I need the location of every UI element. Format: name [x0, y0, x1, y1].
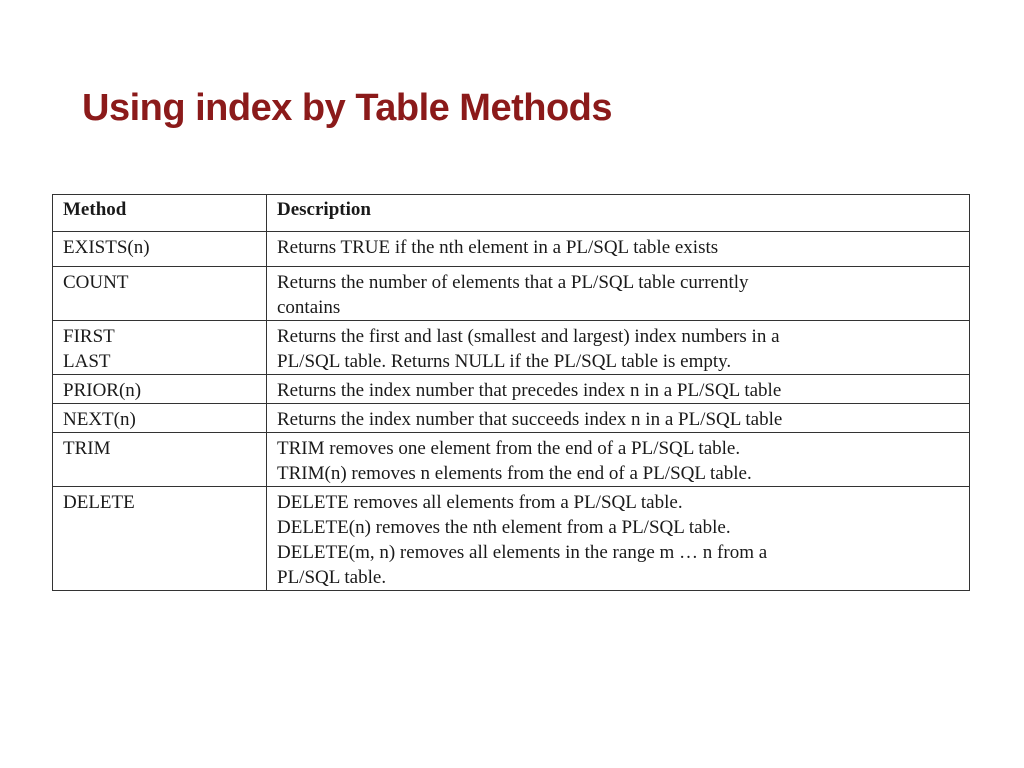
table-row-next	[53, 404, 970, 433]
description-text: Returns the number of elements that a PL/SQL table currently	[277, 272, 749, 293]
method-cell	[53, 433, 267, 487]
description-text: Returns TRUE if the nth element in a PL/SQL table exists	[277, 237, 719, 258]
table-row-exists	[53, 232, 970, 267]
description-text: TRIM(n) removes n elements from the end of a PL/SQL table.	[277, 463, 752, 484]
method-text: EXISTS(n)	[63, 237, 150, 258]
methods-table	[52, 194, 970, 591]
method-text: NEXT(n)	[63, 409, 136, 430]
table-row-trim	[53, 433, 970, 487]
method-text: TRIM	[63, 438, 111, 459]
method-cell	[53, 321, 267, 375]
description-text: contains	[277, 297, 341, 318]
description-text: Returns the index number that precedes index n in a PL/SQL table	[277, 380, 782, 401]
method-cell	[53, 232, 267, 267]
table-header-row	[53, 195, 970, 232]
method-text: FIRST	[63, 326, 115, 347]
description-text: DELETE(m, n) removes all elements in the range m … n from a	[277, 542, 768, 563]
description-cell	[267, 232, 970, 267]
header-description: Description	[267, 195, 970, 232]
method-text: DELETE	[63, 492, 135, 513]
description-cell	[267, 487, 970, 591]
method-text: COUNT	[63, 272, 129, 293]
method-cell	[53, 375, 267, 404]
description-cell	[267, 375, 970, 404]
method-cell	[53, 487, 267, 591]
table-row-prior	[53, 375, 970, 404]
method-text: LAST	[63, 351, 111, 372]
description-text: DELETE(n) removes the nth element from a PL/SQL table.	[277, 517, 731, 538]
description-cell	[267, 321, 970, 375]
description-text: PL/SQL table. Returns NULL if the PL/SQL table is empty.	[277, 351, 732, 372]
method-text: PRIOR(n)	[63, 380, 142, 401]
slide-title: Using index by Table Methods	[82, 87, 613, 129]
description-cell	[267, 267, 970, 321]
header-method: Method	[53, 195, 267, 232]
description-text: PL/SQL table.	[277, 567, 387, 588]
description-text: DELETE removes all elements from a PL/SQL table.	[277, 492, 683, 513]
description-cell	[267, 404, 970, 433]
table-row-delete	[53, 487, 970, 591]
description-text: Returns the first and last (smallest and largest) index numbers in a	[277, 326, 780, 347]
method-cell	[53, 404, 267, 433]
description-text: TRIM removes one element from the end of a PL/SQL table.	[277, 438, 741, 459]
table-row-first-last	[53, 321, 970, 375]
description-text: Returns the index number that succeeds index n in a PL/SQL table	[277, 409, 783, 430]
description-cell	[267, 433, 970, 487]
table-row-count	[53, 267, 970, 321]
method-cell	[53, 267, 267, 321]
